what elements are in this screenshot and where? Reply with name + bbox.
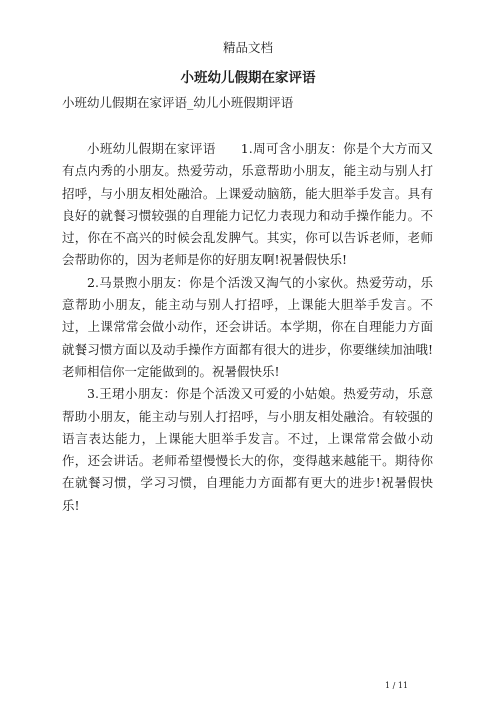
paragraph-1 <box>62 138 433 272</box>
page-header: 精品文档 <box>222 40 273 55</box>
document-body <box>62 138 433 517</box>
paragraph-2: 2.马景煦小朋友：你是个活泼又淘气的小家伙。热爱劳动，乐意帮助小朋友，能主动与别人打招呼，上课能大胆举手发言。不过，上课常常会做小动作，还会讲话。本学期，你在自理能力方面就餐习惯方面以及动手操作方面都有很大的进步，你要继续加油哦!老师相信你一定能做到的。祝暑假快乐! <box>62 274 433 379</box>
document-subtitle: 小班幼儿假期在家评语_幼儿小班假期评语 <box>62 95 294 110</box>
section-heading: 小班幼儿假期在家评语 <box>87 141 216 156</box>
document-title: 小班幼儿假期在家评语 <box>180 70 316 86</box>
page-number: 1 / 11 <box>385 681 409 690</box>
paragraph-1-text: 1.周可含小朋友：你是个大方而又有点内秀的小朋友。热爱劳动，乐意帮助小朋友，能主动与别人打招呼，与小朋友相处融洽。上课爱动脑筋，能大胆举手发言。具有良好的就餐习惯较强的自理能力记忆力表现力和动手操作能力。不过，你在不高兴的时候会乱发脾气。其实，你可以告诉老师，老师会帮助你的，因为老师是你的好朋友啊!祝暑假快乐! <box>62 141 433 268</box>
paragraph-3: 3.王珺小朋友：你是个活泼又可爱的小姑娘。热爱劳动，乐意帮助小朋友，能主动与别人打招呼，与小朋友相处融洽。有较强的语言表达能力，上课能大胆举手发言。不过，上课常常会做小动作，还会讲话。老师希望慢慢长大的你，变得越来越能干。期待你在就餐习惯，学习习惯，自理能力方面都有更大的进步!祝暑假快乐! <box>62 386 433 513</box>
